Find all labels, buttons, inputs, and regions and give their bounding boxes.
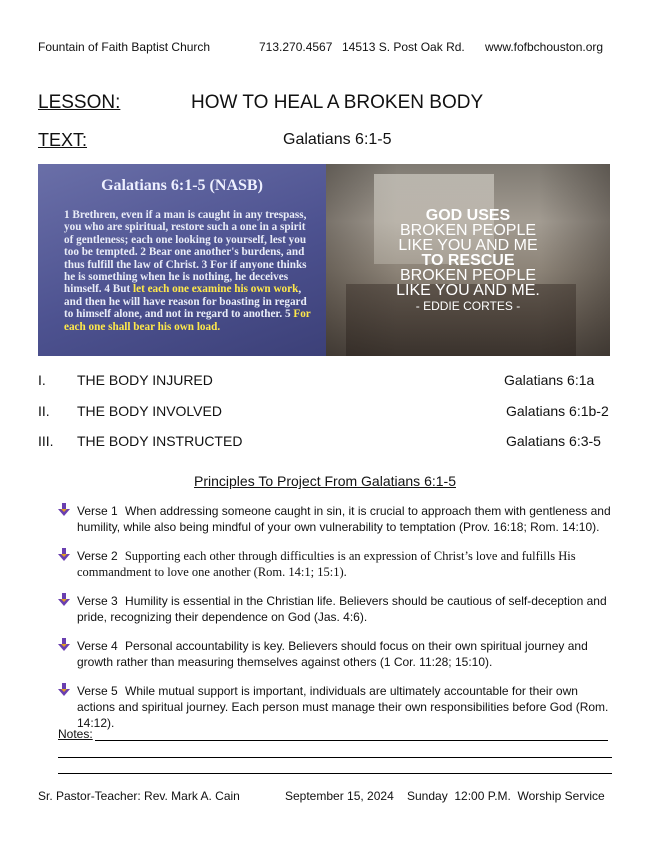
principle-item [58,638,613,672]
principle-text [77,548,613,580]
outline-reference: Galatians 6:1b-2 [506,403,609,419]
outline-number: II. [38,403,50,419]
outline-item [0,433,650,453]
notes-line [58,773,612,774]
principle-verse-label: Verse 4 [77,639,118,653]
arrow-down-bullet-icon [58,503,70,517]
principle-verse-label: Verse 1 [77,504,118,518]
principle-text [77,503,613,535]
scripture-image [38,164,326,356]
arrow-down-bullet-icon [58,683,70,697]
notes-line [95,740,608,741]
outline-title: THE BODY INJURED [77,372,213,388]
lesson-title: HOW TO HEAL A BROKEN BODY [191,92,484,113]
quote-text [326,208,610,314]
principle-item [58,683,613,730]
principle-body: Personal accountability is key. Believers should focus on their own spiritual journey and growth rather than measuring themselves against others (1 Cor. 11:28; 15:10). [77,639,588,669]
text-label: TEXT: [38,130,88,150]
outline-reference: Galatians 6:1a [504,372,595,388]
pastor-name: Sr. Pastor-Teacher: Rev. Mark A. Cain [38,789,240,803]
quote-line-6: LIKE YOU AND ME. [396,282,540,299]
principle-verse-label: Verse 2 [77,549,118,563]
banner-images [38,164,610,356]
arrow-down-bullet-icon [58,638,70,652]
service-time: Sunday 12:00 P.M. Worship Service [407,789,605,803]
principle-body: Humility is essential in the Christian life. Believers should be cautious of self-deception and pride, recognizing their dependence on God (Jas. 4:6). [77,594,607,624]
outline-item [0,403,650,423]
principle-verse-label: Verse 3 [77,594,118,608]
principles-title: Principles To Project From Galatians 6:1-5 [194,473,456,489]
quote-line-1: GOD USES [425,207,511,224]
principle-text [77,593,613,625]
outline-title: THE BODY INSTRUCTED [77,433,243,449]
outline-title: THE BODY INVOLVED [77,403,222,419]
quote-line-3: LIKE YOU AND ME [398,237,538,254]
principle-item [58,593,613,627]
scripture-highlight-2: For each one shall bear his own load. [64,308,311,333]
principle-text [77,683,613,731]
quote-line-2: BROKEN PEOPLE [399,222,537,239]
service-date: September 15, 2024 [285,789,394,803]
outline-item [0,372,650,392]
principle-body: While mutual support is important, individuals are ultimately accountable for their own actions and spiritual journey. Each person must manage their own responsibilities before God (Rom. 14:12). [77,684,609,730]
scripture-title: Galatians 6:1-5 (NASB) [101,177,263,194]
notes-line [58,757,612,758]
scripture-part-2: , and then he will have reason for boasting in regard to himself alone, and not in regard to another. 5 [64,283,307,321]
principle-item [58,548,613,582]
scripture-body [64,209,314,333]
outline-number: I. [38,372,46,388]
outline-number: III. [38,433,54,449]
arrow-down-bullet-icon [58,548,70,562]
lesson-label: LESSON: [38,92,121,113]
principle-verse-label: Verse 5 [77,684,118,698]
quote-image [326,164,610,356]
principle-text [77,638,613,670]
scripture-part-1: 1 Brethren, even if a man is caught in any trespass, you who are spiritual, restore such a one in a spirit of gentleness; each one looking to yourself, lest you too be tempted. 2 Bear one another's burdens, and thus fulfill the law of Christ. 3 For if anyone thinks he is something when he is nothing, he deceives himself. 4 But [64,209,307,296]
principle-item [58,503,613,537]
quote-line-4: TO RESCUE [421,252,515,269]
text-reference: Galatians 6:1-5 [283,131,392,148]
outline-reference: Galatians 6:3-5 [506,433,601,449]
principle-body: Supporting each other through difficulties is an expression of Christ’s love and fulfills His commandment to love one another (Rom. 14:1; 15:1). [77,549,576,579]
quote-line-5: BROKEN PEOPLE [399,267,537,284]
church-name: Fountain of Faith Baptist Church [38,40,211,54]
principle-body: When addressing someone caught in sin, it is crucial to approach them with gentleness and humility, while also being mindful of your own vulnerability to temptation (Prov. 16:18; Rom. 14:10). [77,504,611,534]
quote-author: - EDDIE CORTES - [415,299,521,313]
notes-label: Notes: [58,727,93,741]
arrow-down-bullet-icon [58,593,70,607]
church-phone: 713.270.4567 [259,40,333,54]
church-address: 14513 S. Post Oak Rd. [342,40,465,54]
scripture-highlight-1: let each one examine his own work [133,283,299,296]
church-website[interactable]: www.fofbchouston.org [485,40,604,54]
